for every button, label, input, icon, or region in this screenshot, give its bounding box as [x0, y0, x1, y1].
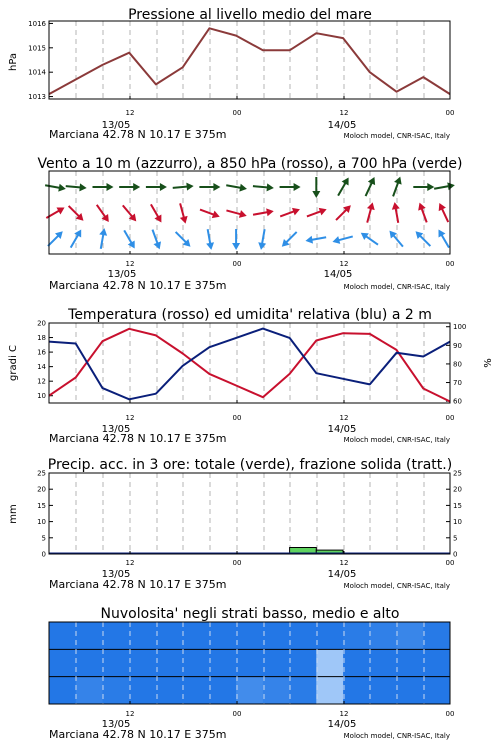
- pressure-date-2: 14/05: [327, 120, 357, 131]
- cloud-basso-cell-4: [156, 677, 183, 704]
- wind-700-arrow-head-10: [312, 191, 320, 198]
- precipitation-ytick-label-r-5: 25: [453, 469, 462, 478]
- pressure-ylabel: hPa: [8, 52, 19, 72]
- wind-850-arrow-head-10: [319, 205, 328, 215]
- wind-850-arrow-head-9: [292, 205, 301, 215]
- pressure-date-1: 13/05: [101, 120, 131, 131]
- wind-700-arrow-head-2: [107, 183, 114, 191]
- cloud-alto-cell-0: [49, 622, 76, 649]
- wind-10m-arrow-13: [386, 228, 406, 249]
- cloud-medio-cell-10: [316, 649, 343, 676]
- wind-10m-arrow-0: [45, 228, 66, 249]
- precipitation-ytick-label-l-1: 5: [41, 534, 46, 543]
- cloud-medio-cell-1: [76, 649, 103, 676]
- precipitation-plot: [37, 470, 462, 559]
- cloud-basso-cell-1: [76, 677, 103, 704]
- cloud-basso-cell-0: [49, 677, 76, 704]
- wind-frame: [49, 171, 450, 254]
- wind-700-arrow-head-9: [294, 183, 301, 191]
- temperature-xtick-label-3: 00: [445, 414, 455, 422]
- precipitation-date-1: 13/05: [101, 569, 131, 580]
- wind-10m-arrow-head-8: [257, 242, 266, 250]
- cloud-alto-cell-2: [103, 622, 130, 649]
- cloud-alto-cell-8: [263, 622, 290, 649]
- cloudiness-date-2: 14/05: [327, 719, 357, 730]
- cloud-basso-cell-9: [290, 677, 317, 704]
- wind-850-arrow-15: [436, 201, 452, 223]
- cloud-alto-cell-4: [156, 622, 183, 649]
- wind-10m-arrow-9: [279, 229, 300, 250]
- temperature-date-1: 13/05: [101, 424, 131, 435]
- wind-850-arrow-4: [147, 202, 164, 224]
- cloud-basso-cell-11: [343, 677, 370, 704]
- cloud-alto-cell-9: [290, 622, 317, 649]
- humidity-ytick-label-0: 60: [453, 397, 462, 406]
- humidity-ylabel: %: [483, 358, 494, 368]
- precipitation-ytick-label-r-2: 10: [453, 518, 462, 527]
- precipitation-ytick-label-r-0: 0: [453, 550, 458, 559]
- wind-location: Marciana 42.78 N 10.17 E 375m: [49, 279, 227, 292]
- wind-date-1: 13/05: [107, 269, 137, 280]
- precipitation-xtick-label-1: 00: [232, 559, 242, 567]
- wind-10m-arrow-head-4: [154, 241, 164, 250]
- wind-700-arrow-13: [389, 175, 404, 197]
- wind-850-arrow-head-6: [212, 211, 221, 221]
- wind-date-2: 14/05: [323, 269, 353, 280]
- temperature-xtick-label-0: 12: [125, 414, 135, 422]
- precipitation-ytick-label-r-4: 20: [453, 485, 462, 494]
- pressure-xtick-label-0: 12: [125, 109, 135, 117]
- temperature-ytick-label-0: 10: [37, 392, 46, 401]
- temperature-ylabel: gradi C: [8, 345, 19, 381]
- precipitation-ytick-label-l-0: 0: [41, 550, 46, 559]
- cloudiness-xtick-label-2: 12: [339, 710, 349, 718]
- wind-700-arrow-10: [312, 177, 320, 198]
- wind-10m-arrow-head-6: [206, 242, 215, 250]
- wind-10m-arrow-11: [331, 233, 353, 246]
- pressure-line: [49, 28, 450, 94]
- cloud-medio-cell-0: [49, 649, 76, 676]
- wind-700-arrow-head-6: [213, 183, 220, 191]
- cloud-basso-cell-7: [236, 677, 263, 704]
- cloudiness-xtick-label-3: 00: [445, 710, 455, 718]
- wind-850-arrow-head-15: [436, 201, 446, 211]
- wind-850-arrow-head-0: [56, 204, 66, 214]
- precipitation-panel: [8, 457, 462, 591]
- cloud-basso-cell-2: [103, 677, 130, 704]
- cloud-alto-cell-12: [370, 622, 397, 649]
- wind-10m-arrow-head-7: [232, 243, 240, 250]
- wind-700-arrow-head-7: [239, 184, 247, 193]
- pressure-ytick-label-3: 1016: [28, 19, 46, 28]
- wind-10m-arrow-7: [232, 229, 240, 250]
- precipitation-location: Marciana 42.78 N 10.17 E 375m: [49, 578, 227, 591]
- wind-700-arrow-head-12: [368, 175, 378, 185]
- cloudiness-title: Nuvolosita' negli strati basso, medio e alto: [100, 606, 400, 622]
- temperature-ytick-label-1: 12: [37, 377, 46, 386]
- cloud-alto-cell-6: [209, 622, 236, 649]
- cloud-medio-cell-6: [209, 649, 236, 676]
- temperature-xtick-label-2: 12: [339, 414, 349, 422]
- wind-700-arrow-4: [146, 183, 167, 191]
- humidity-ytick-label-3: 90: [453, 341, 462, 350]
- pressure-xtick-label-2: 12: [339, 109, 349, 117]
- precipitation-ytick-label-l-3: 15: [37, 501, 46, 510]
- wind-700-arrow-15: [433, 181, 455, 193]
- temperature-model-credit: Moloch model, CNR-ISAC, Italy: [343, 436, 450, 444]
- cloudiness-model-credit: Moloch model, CNR-ISAC, Italy: [343, 732, 450, 740]
- wind-10m-arrow-8: [257, 228, 269, 250]
- wind-10m-arrow-head-11: [331, 236, 340, 246]
- temperature-ytick-label-3: 16: [37, 348, 46, 357]
- cloud-alto-cell-14: [423, 622, 450, 649]
- temperature-ytick-label-4: 18: [37, 334, 46, 343]
- wind-850-arrow-head-7: [239, 210, 248, 220]
- cloudiness-plot: [49, 622, 451, 704]
- cloud-medio-cell-3: [129, 649, 156, 676]
- wind-700-arrow-head-15: [447, 181, 455, 190]
- wind-700-arrow-12: [362, 175, 378, 197]
- cloudiness-xtick-label-0: 12: [125, 710, 135, 718]
- cloudiness-xtick-label-1: 00: [232, 710, 242, 718]
- cloud-alto-cell-5: [183, 622, 210, 649]
- cloud-alto-cell-11: [343, 622, 370, 649]
- wind-10m-arrow-3: [121, 228, 138, 250]
- precipitation-frame: [49, 473, 450, 554]
- pressure-model-credit: Moloch model, CNR-ISAC, Italy: [343, 132, 450, 140]
- cloud-medio-cell-5: [183, 649, 210, 676]
- precipitation-ytick-label-r-3: 15: [453, 501, 462, 510]
- temperature-location: Marciana 42.78 N 10.17 E 375m: [49, 432, 227, 445]
- wind-850-arrow-5: [176, 202, 189, 224]
- wind-700-arrow-head-13: [394, 175, 404, 184]
- temperature-ytick-label-2: 14: [37, 363, 46, 372]
- pressure-xtick-label-3: 00: [445, 109, 455, 117]
- cloud-alto-cell-10: [316, 622, 343, 649]
- precipitation-model-credit: Moloch model, CNR-ISAC, Italy: [343, 582, 450, 590]
- cloud-alto-cell-7: [236, 622, 263, 649]
- cloud-basso-cell-6: [209, 677, 236, 704]
- wind-10m-arrow-head-15: [435, 227, 445, 237]
- wind-xtick-label-2: 12: [339, 260, 349, 268]
- wind-850-arrow-head-5: [180, 216, 190, 225]
- temperature-plot: [37, 320, 466, 406]
- humidity-ytick-label-1: 70: [453, 379, 462, 388]
- wind-850-arrow-0: [44, 204, 66, 221]
- pressure-location: Marciana 42.78 N 10.17 E 375m: [49, 128, 227, 141]
- wind-850-arrow-2: [93, 203, 112, 225]
- wind-700-arrow-head-5: [186, 182, 194, 191]
- cloud-basso-cell-5: [183, 677, 210, 704]
- wind-850-arrow-head-13: [391, 201, 400, 209]
- wind-10m-arrow-12: [358, 229, 380, 248]
- precipitation-ytick-label-r-1: 5: [453, 534, 458, 543]
- wind-title: Vento a 10 m (azzurro), a 850 hPa (rosso), a 700 hPa (verde): [37, 156, 463, 172]
- wind-700-arrow-8: [253, 182, 275, 192]
- pressure-ytick-label-2: 1015: [28, 44, 46, 53]
- temperature-date-2: 14/05: [327, 424, 357, 435]
- wind-700-arrow-head-3: [133, 183, 140, 191]
- pressure-xtick-label-1: 00: [232, 109, 242, 117]
- wind-700-arrow-11: [335, 175, 352, 197]
- precipitation-xtick-label-0: 12: [125, 559, 135, 567]
- cloud-medio-cell-7: [236, 649, 263, 676]
- wind-850-arrow-11: [333, 202, 354, 223]
- wind-700-arrow-head-0: [58, 184, 66, 193]
- wind-700-arrow-head-14: [427, 183, 434, 191]
- wind-panel: [37, 156, 462, 292]
- wind-xtick-label-0: 12: [125, 260, 135, 268]
- precipitation-ytick-label-l-4: 20: [37, 485, 46, 494]
- cloud-alto-cell-1: [76, 622, 103, 649]
- wind-model-credit: Moloch model, CNR-ISAC, Italy: [343, 283, 450, 291]
- wind-xtick-label-1: 00: [232, 260, 242, 268]
- wind-10m-arrow-14: [413, 228, 434, 249]
- humidity-ytick-label-4: 100: [453, 323, 467, 332]
- pressure-title: Pressione al livello medio del mare: [128, 7, 372, 23]
- cloud-medio-cell-4: [156, 649, 183, 676]
- wind-850-arrow-14: [416, 201, 431, 223]
- wind-850-arrow-8: [252, 207, 274, 219]
- wind-xtick-label-3: 00: [445, 260, 455, 268]
- wind-10m-arrow-head-3: [128, 240, 138, 250]
- wind-10m-arrow-6: [204, 228, 216, 250]
- precipitation-xtick-label-2: 12: [339, 559, 349, 567]
- precipitation-xtick-label-3: 00: [445, 559, 455, 567]
- cloud-basso-cell-12: [370, 677, 397, 704]
- cloud-basso-cell-14: [423, 677, 450, 704]
- temperature-title: Temperatura (rosso) ed umidita' relativa (blu) a 2 m: [68, 307, 432, 323]
- cloud-medio-cell-11: [343, 649, 370, 676]
- cloudiness-panel: [49, 606, 454, 741]
- wind-850-arrow-head-12: [367, 201, 377, 210]
- wind-700-arrow-head-1: [79, 183, 87, 192]
- cloud-basso-cell-8: [263, 677, 290, 704]
- cloud-medio-cell-13: [397, 649, 424, 676]
- cloud-medio-cell-2: [103, 649, 130, 676]
- wind-10m-arrow-10: [305, 233, 327, 245]
- wind-10m-arrow-4: [149, 228, 164, 250]
- cloud-medio-cell-9: [290, 649, 317, 676]
- cloud-alto-cell-3: [129, 622, 156, 649]
- temperature-xtick-label-1: 00: [232, 414, 242, 422]
- wind-10m-arrow-head-2: [99, 227, 108, 235]
- cloud-basso-cell-10: [316, 677, 343, 704]
- cloud-basso-cell-13: [397, 677, 424, 704]
- pressure-ytick-label-1: 1014: [28, 68, 46, 77]
- precipitation-title: Precip. acc. in 3 ore: totale (verde), frazione solida (tratt.): [47, 457, 453, 473]
- wind-850-arrow-head-8: [266, 207, 274, 216]
- humidity-ytick-label-2: 80: [453, 360, 462, 369]
- wind-850-arrow-head-4: [154, 214, 164, 224]
- wind-700-arrow-head-8: [267, 183, 275, 192]
- wind-plot: [44, 171, 455, 254]
- cloud-medio-cell-8: [263, 649, 290, 676]
- wind-10m-arrow-head-10: [305, 236, 313, 245]
- cloud-medio-cell-14: [423, 649, 450, 676]
- cloud-basso-cell-3: [129, 677, 156, 704]
- cloudiness-location: Marciana 42.78 N 10.17 E 375m: [49, 728, 227, 741]
- cloud-medio-cell-12: [370, 649, 397, 676]
- pressure-panel: [8, 7, 454, 141]
- temperature-ytick-label-5: 20: [37, 319, 46, 328]
- temperature-panel: [8, 307, 494, 445]
- pressure-ytick-label-0: 1013: [28, 93, 46, 102]
- cloudiness-date-1: 13/05: [101, 719, 131, 730]
- precipitation-date-2: 14/05: [327, 569, 357, 580]
- wind-700-arrow-head-4: [160, 183, 167, 191]
- precipitation-ytick-label-l-2: 10: [37, 518, 46, 527]
- wind-850-arrow-13: [391, 201, 403, 223]
- cloud-alto-cell-13: [397, 622, 424, 649]
- precipitation-ytick-label-l-5: 25: [37, 469, 46, 478]
- wind-700-arrow-head-11: [342, 175, 352, 185]
- precipitation-ylabel: mm: [8, 504, 19, 524]
- pressure-plot: [28, 20, 450, 101]
- wind-700-arrow-0: [44, 181, 66, 193]
